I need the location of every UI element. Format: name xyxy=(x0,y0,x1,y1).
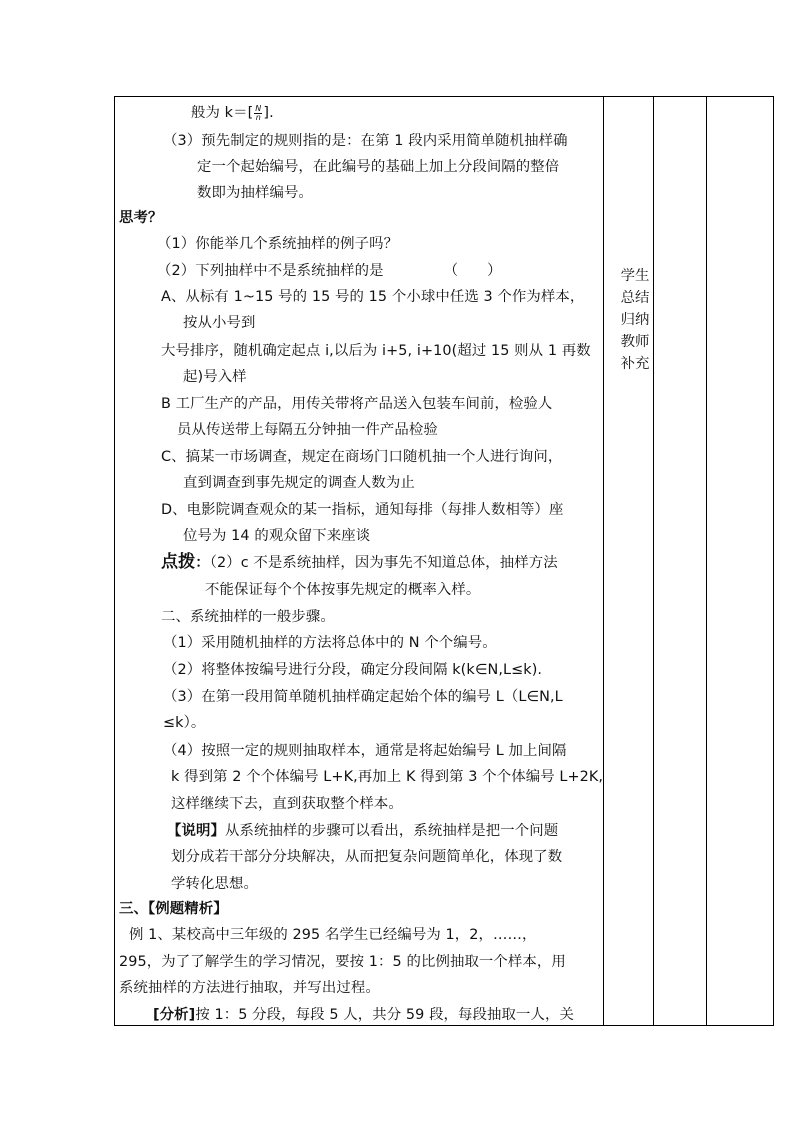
text-line: 定一个起始编号，在此编号的基础上加上分段间隔的整倍 xyxy=(197,159,560,175)
column-divider-2 xyxy=(653,97,654,1025)
step-4: （4）按照一定的规则抽取样本，通常是将起始编号 L 加上间隔 xyxy=(163,743,567,759)
text-line: k 得到第 2 个个体编号 L+K,再加上 K 得到第 3 个个体编号 L+2K, xyxy=(171,769,603,785)
side-note-line: 教师 xyxy=(620,334,650,350)
option-a: A、从标有 1~15 号的 15 号的 15 个小球中任选 3 个作为样本， xyxy=(161,289,585,305)
lesson-content-cell xyxy=(115,97,603,1025)
text-line: 般为 k＝[ $\frac{N}{n}$ ]. xyxy=(191,103,274,122)
note-line: 【说明】从系统抽样的步骤可以看出，系统抽样是把一个问题 xyxy=(167,823,559,839)
text-line: （3）预先制定的规则指的是：在第 1 段内采用简单随机抽样确 xyxy=(163,133,568,149)
side-note-cell xyxy=(612,265,658,375)
text-line: 295，为了了解学生的学习情况，要按 1：5 的比例抽取一个样本，用 xyxy=(119,954,566,970)
section-heading-think: 思考？ xyxy=(119,210,163,226)
step-2: （2）将整体按编号进行分段，确定分段间隔 k(k∈N,L≤k). xyxy=(163,662,543,678)
analysis-label: [分析] xyxy=(153,1007,196,1023)
hint-line: 点拨：（2）c 不是系统抽样，因为事先不知道总体，抽样方法 xyxy=(161,552,558,572)
section-heading-steps: 二、系统抽样的一般步骤。 xyxy=(161,609,335,625)
column-divider-1 xyxy=(603,97,604,1025)
text-line: 划分成若干部分分块解决，从而把复杂问题简单化，体现了数 xyxy=(171,849,563,865)
question-line: （2）下列抽样中不是系统抽样的是 （ ） xyxy=(157,263,502,279)
side-note-line: 总结 xyxy=(620,290,650,306)
column-divider-3 xyxy=(706,97,707,1025)
text-line: （1）你能举几个系统抽样的例子吗？ xyxy=(157,236,399,252)
text-line: 不能保证每个个体按事先规定的概率入样。 xyxy=(205,582,481,598)
fraction-n-over-n: $\frac{N}{n}$ xyxy=(255,103,262,122)
section-heading-examples: 三、【例题精析】 xyxy=(119,901,228,917)
example-1: 例 1、某校高中三年级的 295 名学生已经编号为 1，2，……， xyxy=(129,927,537,943)
lesson-table xyxy=(114,96,774,1026)
text-line: 起)号入样 xyxy=(183,369,247,385)
analysis-line: [分析]按 1：5 分段，每段 5 人，共分 59 段，每段抽取一人，关 xyxy=(153,1007,574,1023)
text-line: 直到调查到事先规定的调查人数为止 xyxy=(183,475,415,491)
text-line: 学转化思想。 xyxy=(171,876,258,892)
text-line: 位号为 14 的观众留下来座谈 xyxy=(183,528,371,544)
option-b: B 工厂生产的产品，用传关带将产品送入包装车间前，检验人 xyxy=(161,396,553,412)
option-c: C、搞某一市场调查，规定在商场门口随机抽一个人进行询问， xyxy=(161,449,563,465)
step-1: （1）采用随机抽样的方法将总体中的 N 个个编号。 xyxy=(163,635,497,651)
side-note-line: 学生 xyxy=(620,268,650,284)
text-line: 系统抽样的方法进行抽取，并写出过程。 xyxy=(119,980,380,996)
side-note-line: 归纳 xyxy=(620,312,650,328)
hint-label: 点拨 xyxy=(161,552,196,572)
text-line: 数即为抽样编号。 xyxy=(197,185,313,201)
answer-blank: （ ） xyxy=(443,263,502,279)
text-line: 大号排序，随机确定起点 i,以后为 i+5, i+10(超过 15 则从 1 再数 xyxy=(161,343,591,359)
step-3: （3）在第一段用简单随机抽样确定起始个体的编号 L（L∈N,L xyxy=(163,689,563,705)
text-line: 按从小号到 xyxy=(183,315,256,331)
text-line: 这样继续下去，直到获取整个样本。 xyxy=(171,796,403,812)
note-label: 【说明】 xyxy=(167,823,225,839)
text-line: ≤k）。 xyxy=(163,715,206,731)
side-note-line: 补充 xyxy=(620,356,650,372)
text-line: 员从传送带上每隔五分钟抽一件产品检验 xyxy=(177,422,438,438)
option-d: D、电影院调查观众的某一指标，通知每排（每排人数相等）座 xyxy=(161,502,564,518)
